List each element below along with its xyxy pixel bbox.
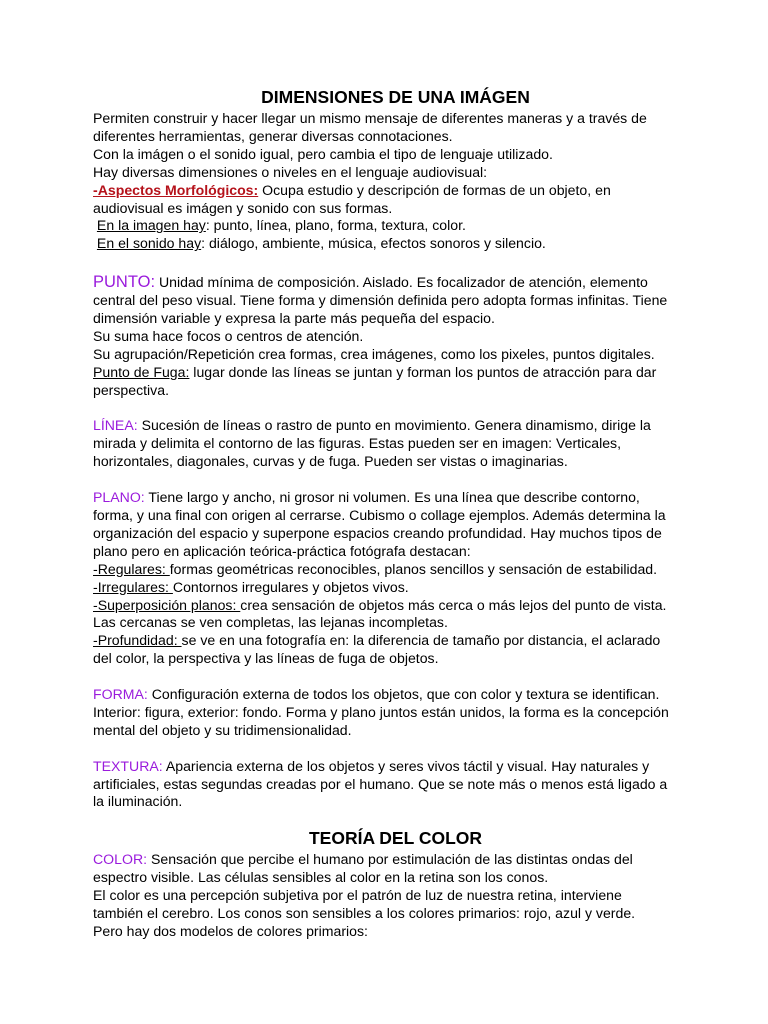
text-line: artificiales, estas segundas creadas por el humano. Que se note más o menos está ligado a: [93, 775, 668, 792]
text-line: también el cerebro. Los conos son sensibles a los colores primarios: rojo, azul y verde.: [93, 905, 636, 922]
irregulares-label: -Irregulares:: [93, 578, 173, 595]
superposicion-label: -Superposición planos:: [93, 596, 241, 613]
plano-section: [93, 489, 708, 668]
text-line: FORMA: Configuración externa de todos los objetos, que con color y textura se identifican.: [93, 686, 660, 703]
text-line: dimensión variable y expresa la parte más pequeña del espacio.: [93, 310, 495, 327]
text-line: TEXTURA: Apariencia externa de los objetos y seres vivos táctil y visual. Hay naturales y: [93, 757, 650, 774]
linea-keyword: LÍNEA:: [93, 417, 138, 434]
text-line: COLOR: Sensación que percibe el humano por estimulación de las distintas ondas del: [93, 851, 633, 868]
text-line: LÍNEA: Sucesión de líneas o rastro de punto en movimiento. Genera dinamismo, dirige la: [93, 417, 651, 434]
text-line: perspectiva.: [93, 381, 169, 398]
text-line: -Regulares: formas geométricas reconocibles, planos sencillos y sensación de estabilidad.: [93, 560, 658, 577]
forma-keyword: FORMA:: [93, 686, 148, 703]
forma-section: [93, 686, 708, 740]
text-line: Hay diversas dimensiones o niveles en el lenguaje audiovisual:: [93, 163, 488, 180]
text-line: Las cercanas se ven completas, las lejanas incompletas.: [93, 614, 448, 631]
regulares-label: -Regulares:: [93, 560, 170, 577]
color-section: [93, 851, 708, 941]
text-line: -Superposición planos: crea sensación de objetos más cerca o más lejos del punto de vista.: [93, 596, 667, 613]
profundidad-label: -Profundidad:: [93, 632, 182, 649]
text-line: [93, 235, 708, 253]
text-line: Interior: figura, exterior: fondo. Forma y plano juntos están unidos, la forma es la concepción: [93, 703, 669, 720]
text-line: [93, 182, 708, 200]
text-line: Con la imágen o el sonido igual, pero cambia el tipo de lenguaje utilizado.: [93, 145, 553, 162]
text-line: PLANO: Tiene largo y ancho, ni grosor ni volumen. Es una línea que describe contorno,: [93, 489, 640, 506]
punto-keyword: PUNTO:: [93, 273, 156, 292]
text-line: Punto de Fuga: lugar donde las líneas se juntan y forman los puntos de atracción para dar: [93, 363, 657, 380]
color-keyword: COLOR:: [93, 851, 148, 868]
text-line: Pero hay dos modelos de colores primarios:: [93, 923, 368, 939]
section-title-color: TEORÍA DEL COLOR: [308, 828, 483, 849]
text-line: diferentes herramientas, generar diversas connotaciones.: [93, 127, 453, 144]
plano-keyword: PLANO:: [93, 489, 145, 506]
text-line: espectro visible. Las células sensibles al color en la retina son los conos.: [93, 869, 549, 886]
imagen-text: : punto, línea, plano, forma, textura, color.: [205, 217, 466, 234]
text-line: [93, 217, 708, 235]
text-line: la iluminación.: [93, 793, 183, 810]
text-line: mental del objeto y su tridimensionalidad.: [93, 721, 352, 738]
text-line: audiovisual es imágen y sonido con sus formas.: [93, 199, 393, 216]
textura-section: [93, 758, 708, 812]
intro-section: [93, 110, 708, 253]
text-line: mirada y delimita el contorno de las figuras. Estas pueden ser en imagen: Verticales,: [93, 435, 622, 452]
text-line: -Irregulares: Contornos irregulares y objetos vivos.: [93, 578, 409, 595]
linea-section: [93, 417, 708, 471]
text-line: Su suma hace focos o centros de atención.: [93, 327, 364, 344]
text-line: plano pero en aplicación teórica-práctica fotógrafa destacan:: [93, 542, 471, 559]
text-line: horizontales, diagonales, curvas y de fuga. Pueden ser vistas o imaginarias.: [93, 453, 568, 470]
imagen-label: En la imagen hay: [96, 217, 206, 234]
text-line: Permiten construir y hacer llegar un mismo mensaje de diferentes maneras y a través de: [93, 110, 647, 126]
text-line: Su agrupación/Repetición crea formas, crea imágenes, como los pixeles, puntos digitales.: [93, 345, 655, 362]
text-line: forma, y una final con origen al cerrarse. Cubismo o collage ejemplos. Además determina la: [93, 507, 666, 523]
text-line: PUNTO: Unidad mínima de composición. Aislado. Es focalizador de atención, elemento: [93, 273, 648, 292]
text-line: El color es una percepción subjetiva por el patrón de luz de nuestra retina, interviene: [93, 887, 622, 904]
text-line: organización del espacio y superpone espacios creando profundidad. Hay muchos tipos de: [93, 524, 662, 541]
morfologicos-text: Ocupa estudio y descripción de formas de un objeto, en: [258, 181, 611, 198]
text-line: central del peso visual. Tiene forma y dimensión definida pero adopta formas infinitas. Tiene: [93, 292, 668, 309]
textura-keyword: TEXTURA:: [93, 757, 163, 774]
sonido-text: : diálogo, ambiente, música, efectos sonoros y silencio.: [201, 235, 546, 252]
sonido-label: En el sonido hay: [96, 235, 202, 252]
punto-section: [93, 274, 708, 399]
text-line: -Profundidad: se ve en una fotografía en: la diferencia de tamaño por distancia, el aclarado: [93, 632, 661, 649]
text-line: del color, la perspectiva y las líneas de fuga de objetos.: [93, 650, 439, 667]
document-title: DIMENSIONES DE UNA IMÁGEN: [261, 87, 530, 107]
morfologicos-label: -Aspectos Morfológicos:: [93, 181, 259, 198]
punto-fuga-label: Punto de Fuga:: [93, 363, 190, 380]
